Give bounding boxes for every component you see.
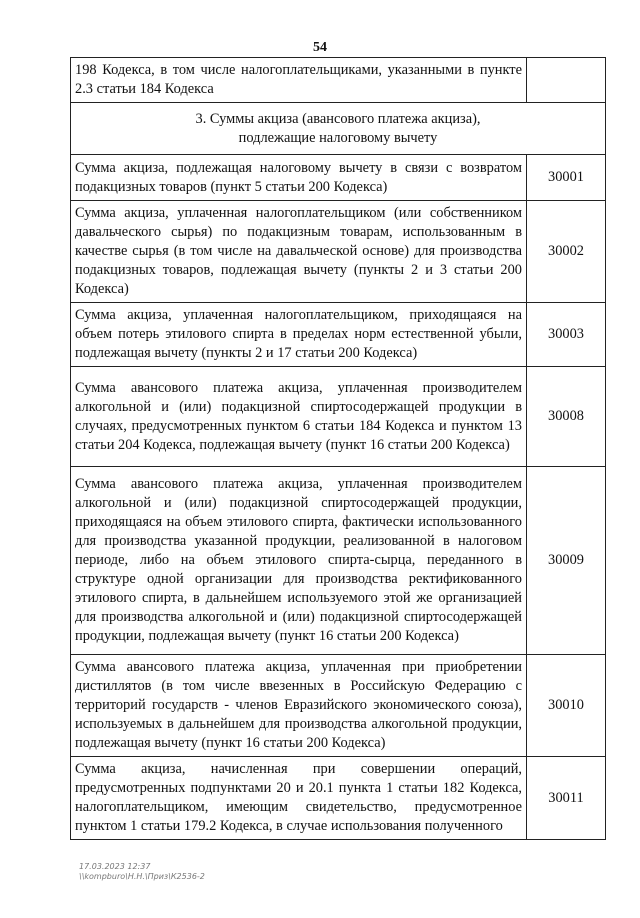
row-code (527, 58, 606, 103)
table-row (71, 201, 606, 303)
row-text: Сумма акциза, подлежащая налоговому вычету в связи с возвратом подакцизных товаров (пункт 5 статьи 200 Кодекса) (71, 155, 527, 201)
row-text: 198 Кодекса, в том числе налогоплательщиками, указанными в пункте 2.3 статьи 184 Кодекса (71, 58, 527, 103)
row-code: 30011 (527, 757, 606, 840)
row-code: 30003 (527, 303, 606, 367)
table-row (71, 155, 606, 201)
row-text: Сумма акциза, начисленная при совершении операций, предусмотренных подпунктами 20 и 20.1 пункта 1 статьи 182 Кодекса, налогоплательщиком, имеющим свидетельство, предусмотренное пунктом 1 статьи 179.2 Кодекса, в случае использования полученного (71, 757, 527, 840)
table-row (71, 303, 606, 367)
row-text: Сумма авансового платежа акциза, уплаченная при приобретении дистиллятов (в том числе ввезенных в Российскую Федерацию с территорий государств - членов Евразийского экономического союза), используемых в дальнейшем для производства алкогольной продукции, подлежащая вычету (пункт 16 статьи 200 Кодекса) (71, 655, 527, 757)
row-text: Сумма авансового платежа акциза, уплаченная производителем алкогольной и (или) подакцизной спиртосодержащей продукции, приходящаяся на объем этилового спирта, фактически использованного для производства указанной продукции, реализованной в налоговом периоде, либо на объем этилового спирта-сырца, переданного в структуре одной организации для производства ректификованного этилового спирта, в дальнейшем используемого этой же организацией для производства алкогольной и (или) подакцизной спиртосодержащей продукции, подлежащая вычету (пункт 16 статьи 200 Кодекса) (71, 467, 527, 655)
footer-timestamp: 17.03.2023 12:37 (79, 862, 151, 871)
row-text: Сумма акциза, уплаченная налогоплательщиком, приходящаяся на объем потерь этилового спирта в пределах норм естественной убыли, подлежащая вычету (пункты 2 и 17 статьи 200 Кодекса) (71, 303, 527, 367)
row-text: Сумма акциза, уплаченная налогоплательщиком (или собственником давальческого сырья) по подакцизным товарам, использованным в качестве сырья (в том числе на давальческой основе) для производства подакцизных товаров, подлежащая вычету (пункты 2 и 3 статьи 200 Кодекса) (71, 201, 527, 303)
row-code: 30008 (527, 367, 606, 467)
excise-deduction-table (70, 57, 606, 840)
row-text: Сумма авансового платежа акциза, уплаченная производителем алкогольной и (или) подакцизной спиртосодержащей продукции в случаях, предусмотренных пунктом 6 статьи 184 Кодекса и пунктом 13 статьи 204 Кодекса, подлежащая вычету (пункт 16 статьи 200 Кодекса) (71, 367, 527, 467)
section-title-line1: 3. Суммы акциза (авансового платежа акциза), (195, 110, 481, 127)
row-code: 30002 (527, 201, 606, 303)
section-title (71, 103, 606, 155)
section-header-row (71, 103, 606, 155)
table-row-continued (71, 58, 606, 103)
table-row (71, 757, 606, 840)
row-code: 30009 (527, 467, 606, 655)
row-code: 30010 (527, 655, 606, 757)
print-footer (79, 862, 205, 882)
footer-file-path: \\kompburo\Н.Н.\Приз\К2536-2 (79, 872, 205, 881)
table-row (71, 655, 606, 757)
table-row (71, 367, 606, 467)
section-title-line2: подлежащие налоговому вычету (238, 129, 438, 146)
page-number: 54 (313, 40, 327, 55)
row-code: 30001 (527, 155, 606, 201)
table-row (71, 467, 606, 655)
